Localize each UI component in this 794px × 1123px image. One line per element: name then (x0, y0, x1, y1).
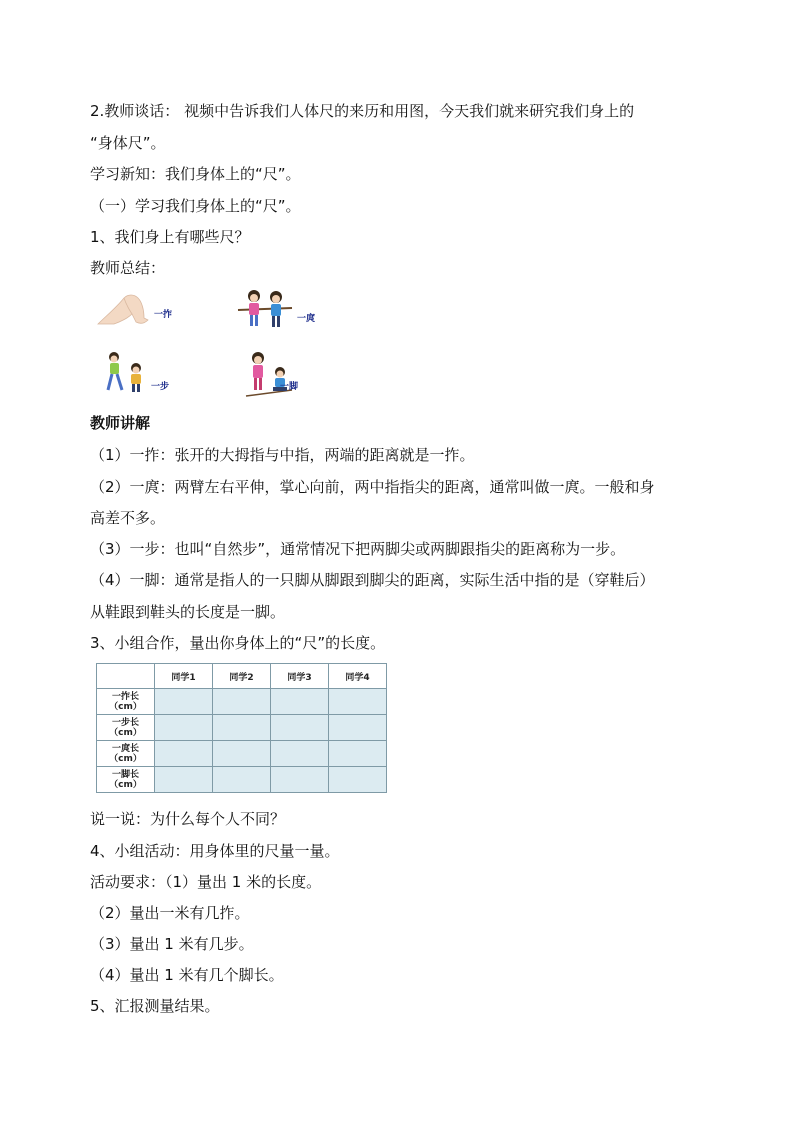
label-bu: 一步 (151, 382, 170, 392)
explanation-tuo-line-2: 高差不多。 (90, 509, 166, 527)
step-illustration (104, 350, 150, 396)
row-label-tuo: 一庹长 （cm） (97, 741, 155, 767)
explanation-zha: （1）一拃：张开的大拇指与中指，两端的距离就是一拃。 (90, 446, 475, 464)
arm-span-illustration (236, 288, 294, 330)
label-zha: 一拃 (154, 310, 173, 320)
teacher-summary-label: 教师总结： (90, 259, 166, 277)
question-5: 5、汇报测量结果。 (90, 997, 220, 1015)
explanation-jiao-line-1: （4）一脚：通常是指人的一只脚从脚跟到脚尖的距离，实际生活中指的是（穿鞋后） (90, 571, 655, 589)
table-header-student-3: 同学3 (271, 664, 329, 689)
table-cell[interactable] (329, 741, 387, 767)
table-header-corner (97, 664, 155, 689)
table-header-row (97, 664, 387, 689)
table-row (97, 689, 387, 715)
table-row (97, 715, 387, 741)
row-label-bu: 一步长 （cm） (97, 715, 155, 741)
measurement-table (96, 663, 387, 793)
table-cell[interactable] (155, 741, 213, 767)
new-knowledge-heading: 学习新知：我们身体上的“尺”。 (90, 165, 301, 183)
section-one-heading: （一）学习我们身体上的“尺”。 (90, 197, 301, 215)
table-cell[interactable] (271, 741, 329, 767)
activity-requirement-4: （4）量出 1 米有几个脚长。 (90, 966, 284, 984)
activity-requirement-2: （2）量出一米有几拃。 (90, 904, 250, 922)
activity-requirement-1: 活动要求：（1）量出 1 米的长度。 (90, 873, 322, 891)
question-4: 4、小组活动：用身体里的尺量一量。 (90, 842, 340, 860)
row-label-zha: 一拃长 （cm） (97, 689, 155, 715)
explanation-bu: （3）一步：也叫“自然步”，通常情况下把两脚尖或两脚跟指尖的距离称为一步。 (90, 540, 626, 558)
table-cell[interactable] (213, 767, 271, 793)
label-tuo: 一庹 (297, 314, 316, 324)
question-1: 1、我们身上有哪些尺？ (90, 228, 250, 246)
table-cell[interactable] (213, 741, 271, 767)
row-label-jiao: 一脚长 （cm） (97, 767, 155, 793)
intro-line-1: 2.教师谈话： 视频中告诉我们人体尺的来历和用图，今天我们就来研究我们身上的 (90, 102, 635, 120)
teacher-explanation-heading: 教师讲解 (90, 414, 151, 432)
table-cell[interactable] (213, 689, 271, 715)
table-row (97, 741, 387, 767)
table-cell[interactable] (271, 767, 329, 793)
table-cell[interactable] (271, 715, 329, 741)
table-cell[interactable] (155, 767, 213, 793)
table-cell[interactable] (329, 715, 387, 741)
table-cell[interactable] (213, 715, 271, 741)
table-cell[interactable] (155, 715, 213, 741)
hand-span-illustration (94, 290, 154, 330)
table-header-student-2: 同学2 (213, 664, 271, 689)
table-cell[interactable] (329, 767, 387, 793)
label-jiao: 一脚 (280, 382, 299, 392)
activity-requirement-3: （3）量出 1 米有几步。 (90, 935, 254, 953)
table-cell[interactable] (329, 689, 387, 715)
explanation-tuo-line-1: （2）一庹：两臂左右平伸，掌心向前，两中指指尖的距离，通常叫做一庹。一般和身 (90, 478, 655, 496)
table-cell[interactable] (271, 689, 329, 715)
table-header-student-4: 同学4 (329, 664, 387, 689)
table-cell[interactable] (155, 689, 213, 715)
discussion-question: 说一说：为什么每个人不同？ (90, 810, 286, 828)
table-row (97, 767, 387, 793)
intro-line-2: “身体尺”。 (90, 134, 166, 152)
explanation-jiao-line-2: 从鞋跟到鞋头的长度是一脚。 (90, 603, 286, 621)
table-header-student-1: 同学1 (155, 664, 213, 689)
question-3: 3、小组合作，量出你身体上的“尺”的长度。 (90, 634, 386, 652)
